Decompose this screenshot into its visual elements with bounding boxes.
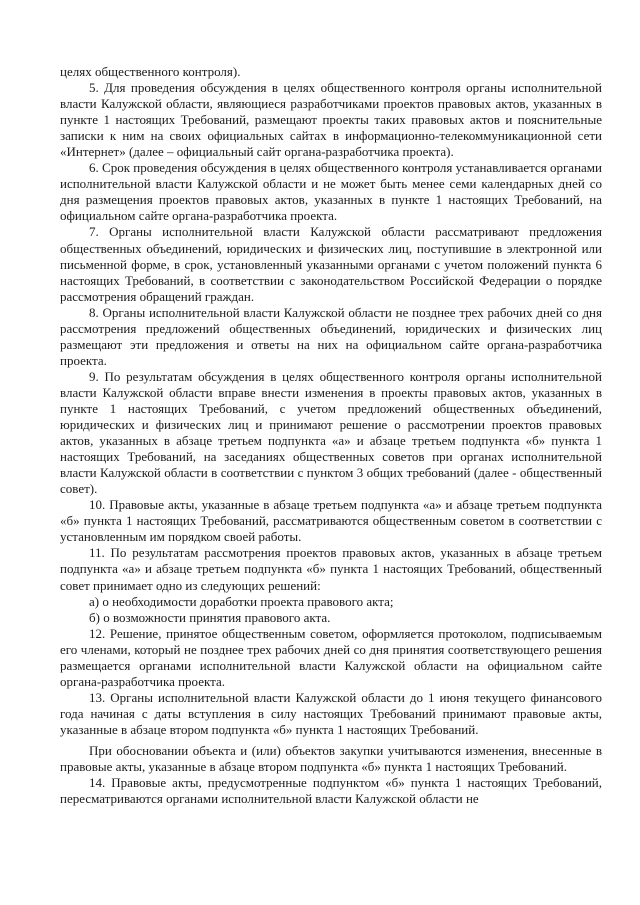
paragraph-subitem-a: а) о необходимости доработки проекта правового акта;: [89, 593, 394, 609]
paragraph-continuation: целях общественного контроля).: [60, 64, 241, 79]
paragraph-item-8: 8. Органы исполнительной власти Калужской области не позднее трех рабочих дней со дня рассмотрения предложений общественных объединений, юридических и физических лиц размещают эти предложения и ответы на них на официальном сайте органа-разработчика проекта.: [60, 304, 602, 368]
paragraph-item-12: 12. Решение, принятое общественным советом, оформляется протоколом, подписываемым его членами, который не позднее трех рабочих дней со дня принятия соответствующего решения размещается органами исполнительной власти Калужской области на официальном сайте органа-разработчика проекта.: [60, 625, 602, 689]
paragraph-item-14: 14. Правовые акты, предусмотренные подпунктом «б» пункта 1 настоящих Требований, пересматриваются органами исполнительной власти Калужской области не: [60, 775, 602, 807]
paragraph-item-5: 5. Для проведения обсуждения в целях общественного контроля органы исполнительной власти Калужской области, являющиеся разработчиками проектов правовых актов, указанных в пункте 1 настоящих Требований, размещают проекты таких правовых актов и пояснительные записки к ним на своих официальных сайтах в информационно-телекоммуникационной сети «Интернет» (далее – официальный сайт органа-разработчика проекта).: [60, 80, 602, 160]
paragraph-item-11: 11. По результатам рассмотрения проектов правовых актов, указанных в абзаце третьем подпункта «а» и абзаце третьем подпункта «б» пункта 1 настоящих Требований, общественный совет принимает одно из следующих решений:: [60, 545, 602, 593]
paragraph-subitem-b: б) о возможности принятия правового акта.: [89, 609, 331, 625]
paragraph-item-13: 13. Органы исполнительной власти Калужской области до 1 июня текущего финансового года начиная с даты вступления в силу настоящих Требований принимают правовые акты, указанные в абзаце втором подпункта «б» пункта 1 настоящих Требований.: [60, 689, 602, 737]
paragraph-item-7: 7. Органы исполнительной власти Калужской области рассматривают предложения общественных объединений, юридических и физических лиц, поступившие в электронной или письменной форме, в срок, установленный указанными органами с учетом положений пункта 6 настоящих Требований, в соответствии с законодательством Российской Федерации о порядке рассмотрения обращений граждан.: [60, 224, 602, 304]
paragraph-item-13-note: При обосновании объекта и (или) объектов закупки учитываются изменения, внесенные в правовые акты, указанные в абзаце втором подпункта «б» пункта 1 настоящих Требований.: [60, 742, 602, 775]
paragraph-item-6: 6. Срок проведения обсуждения в целях общественного контроля устанавливается органами исполнительной власти Калужской области и не может быть менее семи календарных дней со дня размещения проектов правовых актов, указанных в пункте 1 настоящих Требований, на официальном сайте органа-разработчика проекта.: [60, 160, 602, 224]
paragraph-item-9: 9. По результатам обсуждения в целях общественного контроля органы исполнительной власти Калужской области вправе внести изменения в проекты правовых актов, указанных в пункте 1 настоящих Требований, с учетом предложений общественных объединений, юридических и физических лиц и принимают решение о рассмотрении проектов правовых актов, указанных в абзаце третьем подпункта «а» и абзаце третьем подпункта «б» пункта 1 настоящих Требований, на заседаниях общественных советов при органах исполнительной власти Калужской области в соответствии с пунктом 3 общих требований (далее - общественный совет).: [60, 368, 602, 497]
paragraph-item-10: 10. Правовые акты, указанные в абзаце третьем подпункта «а» и абзаце третьем подпункта «б» пункта 1 настоящих Требований, рассматриваются общественным советом в соответствии с установленным им порядком своей работы.: [60, 497, 602, 545]
